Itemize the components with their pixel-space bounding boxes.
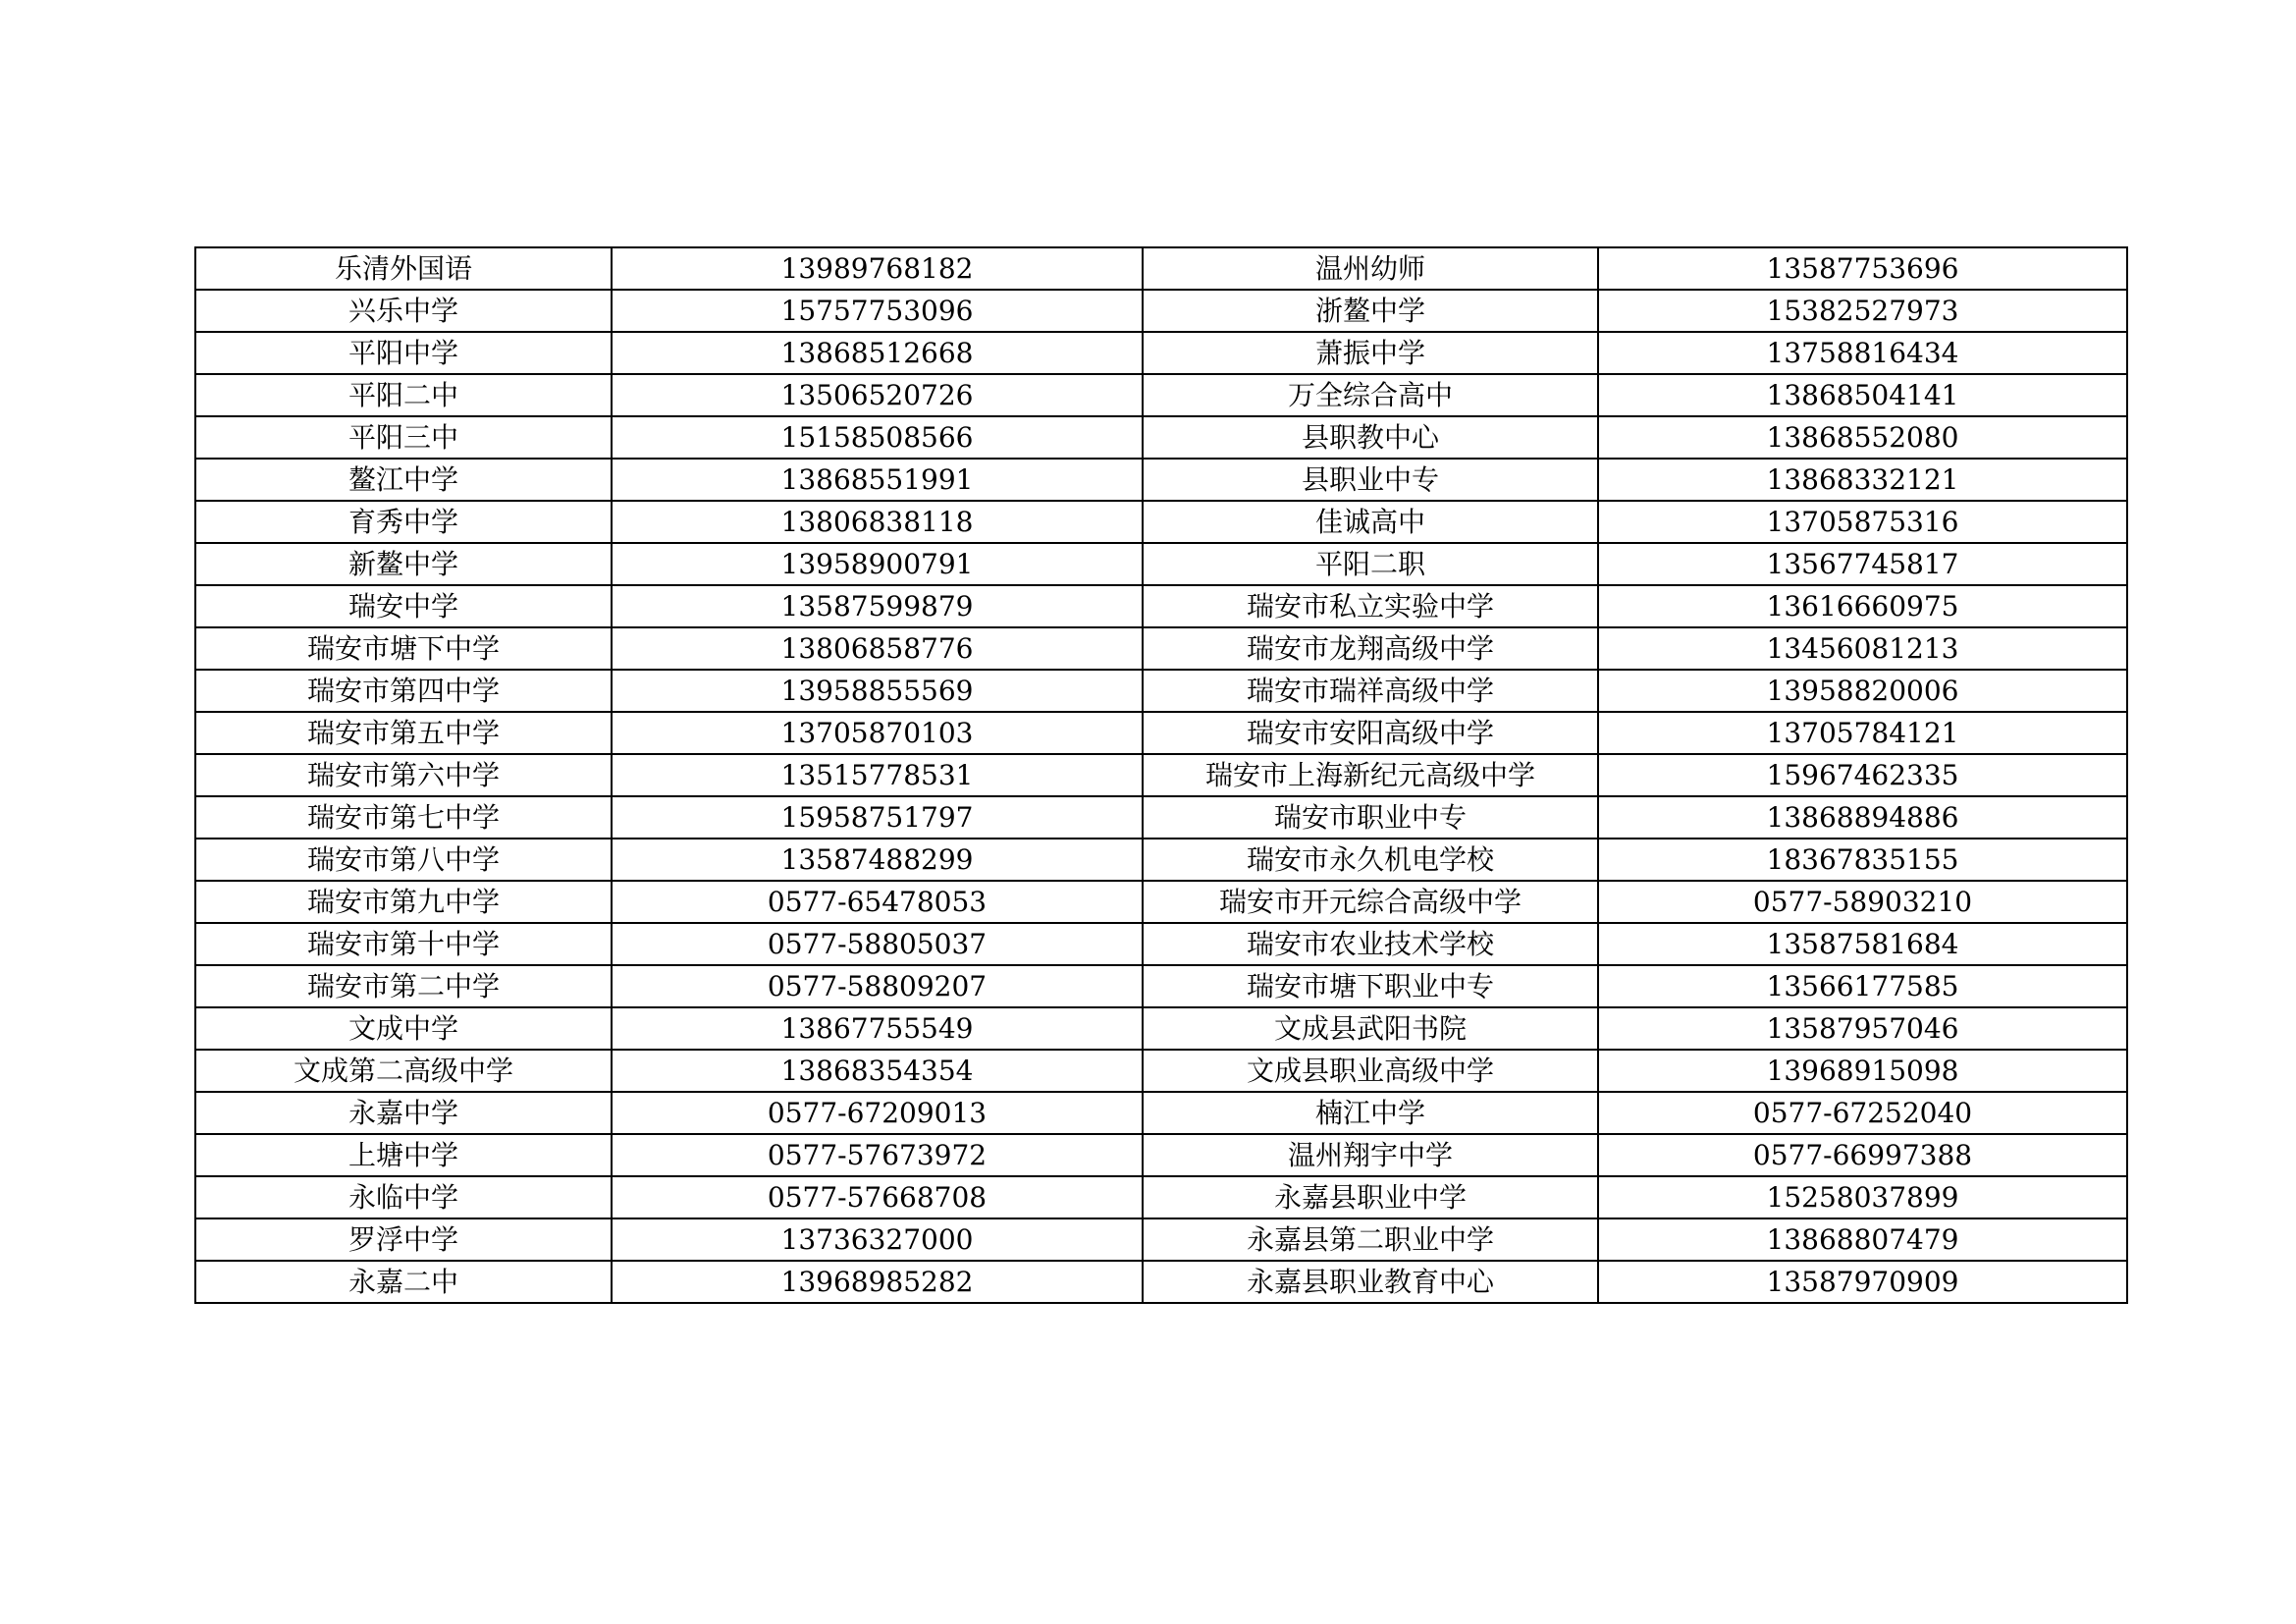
school-name-cell: 佳诚高中 [1143,501,1598,543]
table-row [195,839,2127,881]
phone-cell: 13587581684 [1598,923,2127,965]
table-row [195,290,2127,332]
phone-cell: 13868807479 [1598,1218,2127,1261]
phone-cell: 0577-57673972 [612,1134,1143,1176]
school-name-cell: 浙鳌中学 [1143,290,1598,332]
school-contact-table [194,246,2128,1304]
phone-cell: 15382527973 [1598,290,2127,332]
table-row [195,374,2127,416]
table-body [195,247,2127,1303]
school-name-cell: 瑞安市第六中学 [195,754,612,796]
school-name-cell: 萧振中学 [1143,332,1598,374]
school-name-cell: 万全综合高中 [1143,374,1598,416]
phone-cell: 13868894886 [1598,796,2127,839]
phone-cell: 15258037899 [1598,1176,2127,1218]
school-name-cell: 文成中学 [195,1007,612,1050]
school-name-cell: 瑞安市私立实验中学 [1143,585,1598,627]
table-row [195,459,2127,501]
phone-cell: 13758816434 [1598,332,2127,374]
school-name-cell: 平阳三中 [195,416,612,459]
table-row [195,670,2127,712]
school-name-cell: 罗浮中学 [195,1218,612,1261]
table-row [195,796,2127,839]
phone-cell: 0577-66997388 [1598,1134,2127,1176]
school-name-cell: 新鳌中学 [195,543,612,585]
phone-cell: 13456081213 [1598,627,2127,670]
school-name-cell: 温州翔宇中学 [1143,1134,1598,1176]
table-row [195,1092,2127,1134]
phone-cell: 15958751797 [612,796,1143,839]
phone-cell: 13868354354 [612,1050,1143,1092]
school-name-cell: 瑞安市安阳高级中学 [1143,712,1598,754]
phone-cell: 15967462335 [1598,754,2127,796]
phone-cell: 13868512668 [612,332,1143,374]
phone-cell: 18367835155 [1598,839,2127,881]
school-name-cell: 瑞安市第十中学 [195,923,612,965]
table-row [195,627,2127,670]
phone-cell: 0577-67209013 [612,1092,1143,1134]
phone-cell: 13968915098 [1598,1050,2127,1092]
phone-cell: 0577-57668708 [612,1176,1143,1218]
phone-cell: 13968985282 [612,1261,1143,1303]
school-name-cell: 上塘中学 [195,1134,612,1176]
phone-cell: 0577-58903210 [1598,881,2127,923]
table-row [195,1261,2127,1303]
school-name-cell: 温州幼师 [1143,247,1598,290]
phone-cell: 13868504141 [1598,374,2127,416]
table-row [195,1007,2127,1050]
table-row [195,543,2127,585]
school-name-cell: 瑞安市第九中学 [195,881,612,923]
table-row [195,923,2127,965]
phone-cell: 0577-67252040 [1598,1092,2127,1134]
school-name-cell: 文成第二高级中学 [195,1050,612,1092]
school-name-cell: 瑞安市农业技术学校 [1143,923,1598,965]
table-row [195,247,2127,290]
school-name-cell: 永嘉中学 [195,1092,612,1134]
phone-cell: 0577-58809207 [612,965,1143,1007]
school-name-cell: 瑞安市第五中学 [195,712,612,754]
table-row [195,965,2127,1007]
school-name-cell: 文成县武阳书院 [1143,1007,1598,1050]
table-row [195,1176,2127,1218]
school-name-cell: 瑞安市第四中学 [195,670,612,712]
phone-cell: 13868552080 [1598,416,2127,459]
phone-cell: 13506520726 [612,374,1143,416]
phone-cell: 13958820006 [1598,670,2127,712]
phone-cell: 13705870103 [612,712,1143,754]
school-name-cell: 瑞安市瑞祥高级中学 [1143,670,1598,712]
table-row [195,501,2127,543]
school-name-cell: 文成县职业高级中学 [1143,1050,1598,1092]
school-name-cell: 县职教中心 [1143,416,1598,459]
phone-cell: 13567745817 [1598,543,2127,585]
phone-cell: 13868332121 [1598,459,2127,501]
table-row [195,1218,2127,1261]
phone-cell: 15158508566 [612,416,1143,459]
school-name-cell: 瑞安市永久机电学校 [1143,839,1598,881]
school-name-cell: 育秀中学 [195,501,612,543]
phone-cell: 13705784121 [1598,712,2127,754]
phone-cell: 13806838118 [612,501,1143,543]
table-row [195,416,2127,459]
school-name-cell: 瑞安市第七中学 [195,796,612,839]
school-name-cell: 县职业中专 [1143,459,1598,501]
school-name-cell: 瑞安市职业中专 [1143,796,1598,839]
table-row [195,754,2127,796]
phone-cell: 13958900791 [612,543,1143,585]
school-name-cell: 瑞安市龙翔高级中学 [1143,627,1598,670]
table-row [195,1134,2127,1176]
school-name-cell: 平阳二中 [195,374,612,416]
school-name-cell: 兴乐中学 [195,290,612,332]
school-name-cell: 永嘉县职业教育中心 [1143,1261,1598,1303]
phone-cell: 13587957046 [1598,1007,2127,1050]
school-name-cell: 平阳二职 [1143,543,1598,585]
school-name-cell: 瑞安市上海新纪元高级中学 [1143,754,1598,796]
school-name-cell: 永嘉二中 [195,1261,612,1303]
school-name-cell: 永嘉县职业中学 [1143,1176,1598,1218]
phone-cell: 13989768182 [612,247,1143,290]
phone-cell: 13587753696 [1598,247,2127,290]
phone-cell: 13867755549 [612,1007,1143,1050]
phone-cell: 13958855569 [612,670,1143,712]
phone-cell: 13587599879 [612,585,1143,627]
school-name-cell: 瑞安中学 [195,585,612,627]
school-name-cell: 楠江中学 [1143,1092,1598,1134]
phone-cell: 13705875316 [1598,501,2127,543]
phone-cell: 15757753096 [612,290,1143,332]
phone-cell: 13806858776 [612,627,1143,670]
school-name-cell: 瑞安市第二中学 [195,965,612,1007]
phone-cell: 13616660975 [1598,585,2127,627]
school-name-cell: 鳌江中学 [195,459,612,501]
school-name-cell: 瑞安市塘下职业中专 [1143,965,1598,1007]
table-row [195,585,2127,627]
school-name-cell: 瑞安市塘下中学 [195,627,612,670]
school-name-cell: 乐清外国语 [195,247,612,290]
phone-cell: 13566177585 [1598,965,2127,1007]
school-name-cell: 瑞安市开元综合高级中学 [1143,881,1598,923]
phone-cell: 13587970909 [1598,1261,2127,1303]
phone-cell: 13868551991 [612,459,1143,501]
school-name-cell: 永嘉县第二职业中学 [1143,1218,1598,1261]
phone-cell: 13587488299 [612,839,1143,881]
school-name-cell: 平阳中学 [195,332,612,374]
phone-cell: 13736327000 [612,1218,1143,1261]
table-row [195,881,2127,923]
table-row [195,1050,2127,1092]
table-row [195,712,2127,754]
phone-cell: 0577-58805037 [612,923,1143,965]
school-name-cell: 瑞安市第八中学 [195,839,612,881]
school-name-cell: 永临中学 [195,1176,612,1218]
table-row [195,332,2127,374]
phone-cell: 0577-65478053 [612,881,1143,923]
phone-cell: 13515778531 [612,754,1143,796]
